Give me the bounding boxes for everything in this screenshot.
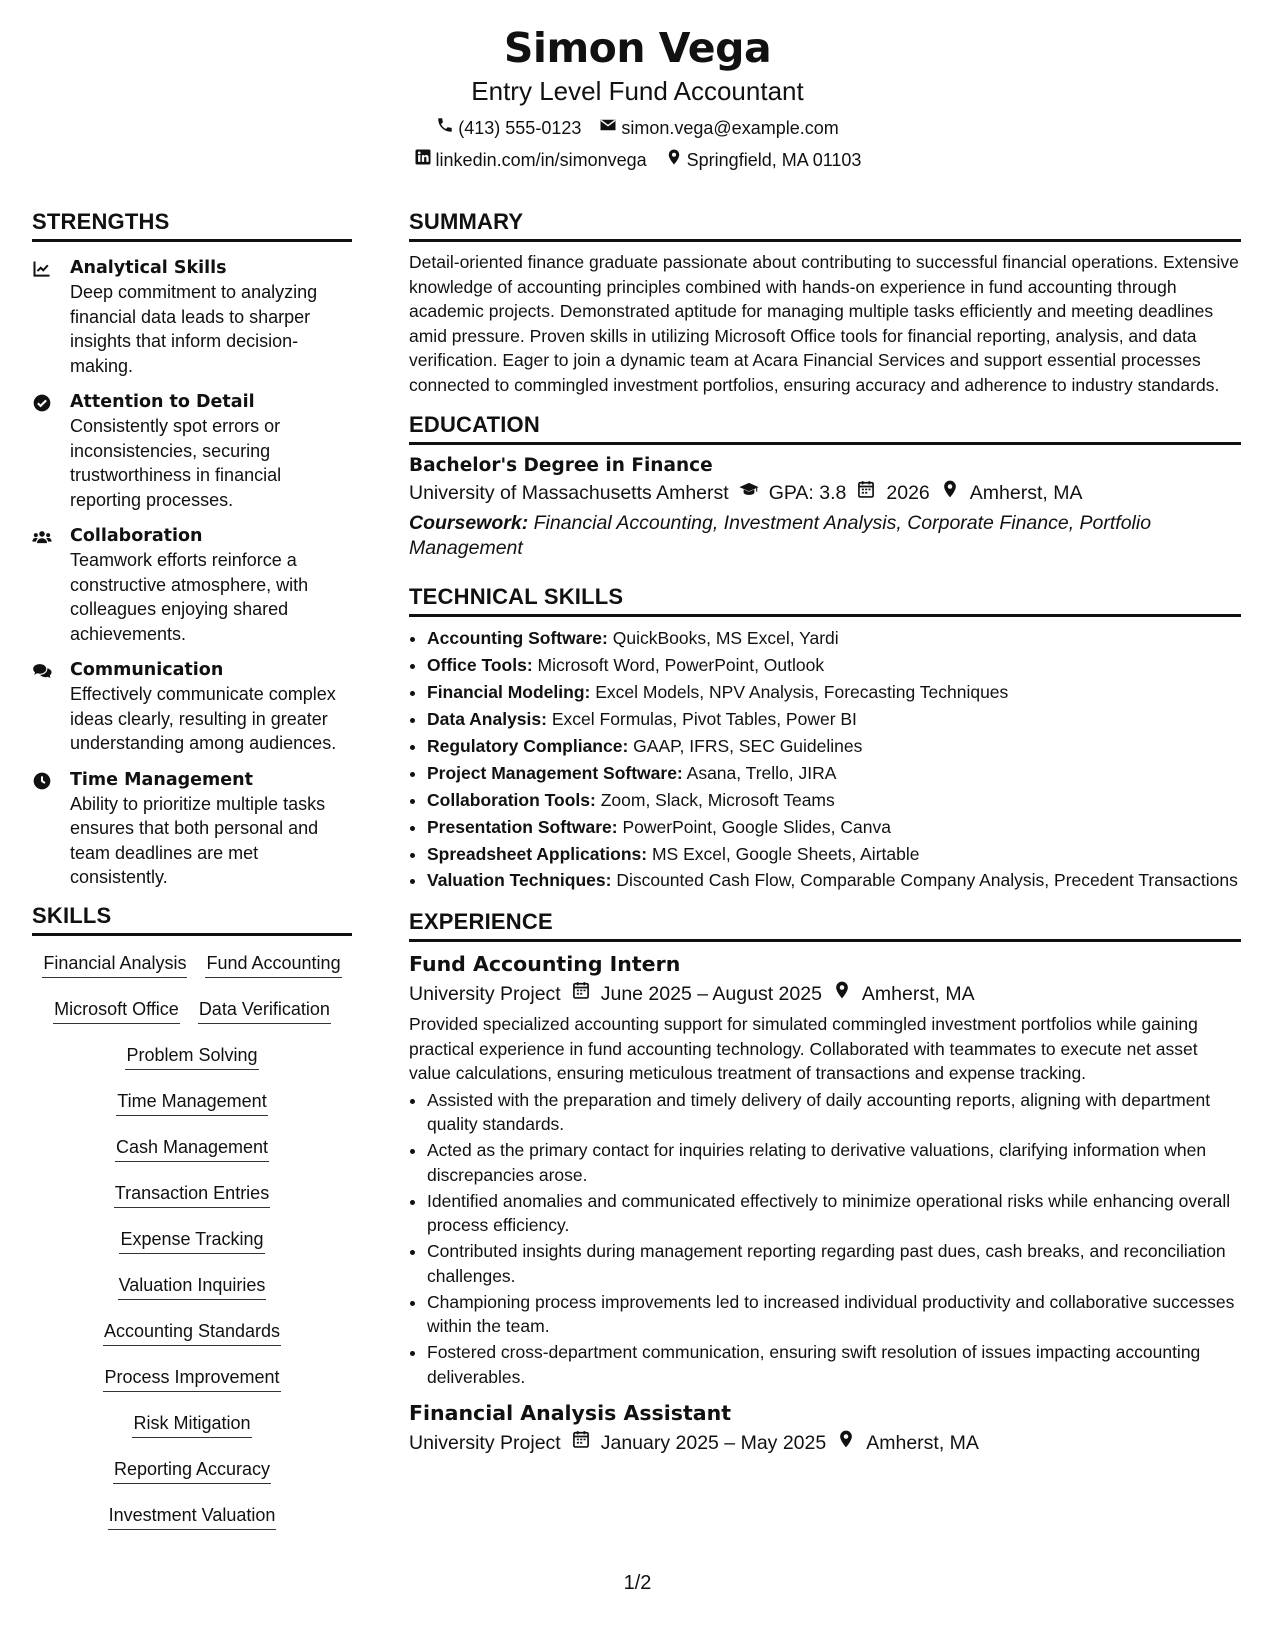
list-item: • Office Tools: Microsoft Word, PowerPoint, Outlook — [427, 652, 1241, 679]
job-title: Fund Accounting Intern — [409, 952, 681, 976]
skill-tag: Process Improvement — [103, 1366, 280, 1392]
strength-desc: Ability to prioritize multiple tasks ensures that both personal and team deadlines are met consistently. — [70, 793, 326, 887]
map-pin-icon — [836, 1429, 856, 1457]
contact-email[interactable] — [599, 116, 838, 140]
skill-tag: Data Verification — [198, 998, 331, 1024]
contact-row-1 — [0, 116, 1275, 140]
resume-header — [0, 22, 1275, 172]
gpa-text: GPA: 3.8 — [768, 482, 847, 504]
skill-tag: Reporting Accuracy — [113, 1458, 271, 1484]
contact-location — [665, 148, 862, 172]
skill-tag: Cash Management — [115, 1136, 269, 1162]
strength-item — [32, 256, 352, 378]
envelope-icon — [599, 116, 617, 140]
job-location: Amherst, MA — [866, 1432, 979, 1454]
skill-tag: Expense Tracking — [119, 1228, 264, 1254]
skill-tag: Valuation Inquiries — [118, 1274, 267, 1300]
job-meta — [409, 1429, 1241, 1457]
map-pin-icon — [940, 479, 960, 507]
comments-icon — [32, 668, 52, 685]
strength-item — [32, 390, 352, 512]
skill-tag: Financial Analysis — [42, 952, 187, 978]
technical-skills-list — [409, 625, 1241, 892]
skill-tag: Transaction Entries — [114, 1182, 270, 1208]
job-bullets — [409, 1088, 1241, 1390]
email-text: simon.vega@example.com — [621, 118, 839, 138]
skill-tag: Accounting Standards — [103, 1320, 281, 1346]
location-text: Springfield, MA 01103 — [686, 150, 862, 170]
coursework — [409, 511, 1241, 561]
skill-tag: Investment Valuation — [108, 1504, 277, 1530]
strength-desc: Teamwork efforts reinforce a constructive atmosphere, with colleagues enjoying shared achievements. — [70, 550, 309, 644]
job-summary: Provided specialized accounting support for simulated commingled investment portfolios while gaining practical experience in fund accounting technology. Collaborated with teammates to execute net asset value calculations, ensuring meticulous treatment of transactions and expense tracking. — [409, 1014, 1198, 1083]
list-item: • Collaboration Tools: Zoom, Slack, Microsoft Teams — [427, 787, 1241, 814]
technical-skills-heading: TECHNICAL SKILLS — [409, 583, 1241, 617]
list-item: • Fostered cross-department communication, ensuring swift resolution of issues impacting accounting deliverables. — [427, 1340, 1241, 1389]
left-column — [32, 208, 352, 1530]
graduation-year: 2026 — [886, 482, 930, 504]
job-title: Financial Analysis Assistant — [409, 1401, 732, 1425]
strength-title: Communication — [70, 660, 224, 680]
job-meta — [409, 980, 1241, 1008]
contact-phone — [436, 116, 581, 140]
strengths-list — [32, 250, 352, 890]
summary-heading: SUMMARY — [409, 208, 1241, 242]
strength-desc: Deep commitment to analyzing financial data leads to sharper insights that inform decision-making. — [70, 282, 318, 376]
education-meta — [409, 479, 1241, 507]
list-item: • Presentation Software: PowerPoint, Google Slides, Canva — [427, 814, 1241, 841]
list-item: • Identified anomalies and communicated effectively to minimize operational risks while enhancing overall process efficiency. — [427, 1189, 1241, 1238]
list-item: • Acted as the primary contact for inquiries relating to derivative valuations, clarifying information when discrepancies arose. — [427, 1138, 1241, 1187]
map-pin-icon — [832, 980, 852, 1008]
candidate-title: Entry Level Fund Accountant — [471, 76, 804, 106]
candidate-name: Simon Vega — [503, 24, 772, 72]
strength-item — [32, 768, 352, 890]
list-item: • Data Analysis: Excel Formulas, Pivot Tables, Power BI — [427, 706, 1241, 733]
list-item: • Spreadsheet Applications: MS Excel, Google Sheets, Airtable — [427, 841, 1241, 868]
strength-title: Time Management — [70, 769, 253, 790]
skill-tag: Microsoft Office — [53, 998, 180, 1024]
check-circle-icon — [32, 400, 52, 417]
right-column — [409, 208, 1241, 1457]
strength-item — [32, 524, 352, 646]
phone-text: (413) 555-0123 — [458, 118, 582, 138]
degree-title: Bachelor's Degree in Finance — [409, 455, 713, 476]
clock-icon — [32, 778, 52, 795]
list-item: • Project Management Software: Asana, Trello, JIRA — [427, 760, 1241, 787]
list-item: • Accounting Software: QuickBooks, MS Excel, Yardi — [427, 625, 1241, 652]
job-location: Amherst, MA — [861, 983, 975, 1005]
strength-title: Collaboration — [70, 526, 203, 546]
skill-tag: Problem Solving — [125, 1044, 258, 1070]
list-item: • Financial Modeling: Excel Models, NPV Analysis, Forecasting Techniques — [427, 679, 1241, 706]
strength-desc: Consistently spot errors or inconsistencies, securing trustworthiness in financial reporting processes. — [70, 416, 282, 510]
education-heading: EDUCATION — [409, 411, 1241, 445]
phone-icon — [436, 116, 454, 140]
linkedin-icon — [414, 148, 432, 172]
school-location: Amherst, MA — [969, 482, 1083, 504]
list-item: • Regulatory Compliance: GAAP, IFRS, SEC Guidelines — [427, 733, 1241, 760]
calendar-icon — [571, 980, 591, 1008]
chart-line-icon — [32, 266, 52, 283]
experience-heading: EXPERIENCE — [409, 908, 1241, 942]
summary-text: Detail-oriented finance graduate passionate about contributing to successful financial operations. Extensive knowledge of accounting principles combined with hands-on experience in fund accounting through academic projects. Demonstrated aptitude for managing multiple tasks efficiently and meeting deadlines amid pressure. Proven skills in utilizing Microsoft Office tools for financial reporting, analysis, and data verification. Eager to join a dynamic team at Acara Financial Services and support essential processes connected to commingled investment portfolios, ensuring accuracy and adherence to industry standards. — [409, 252, 1239, 395]
calendar-icon — [856, 479, 876, 507]
linkedin-text: linkedin.com/in/simonvega — [435, 150, 647, 170]
job-dates: June 2025 – August 2025 — [600, 983, 822, 1005]
skills-heading: SKILLS — [32, 902, 352, 936]
list-item: • Assisted with the preparation and timely delivery of daily accounting reports, aligning with department quality standards. — [427, 1088, 1241, 1137]
skill-tag: Fund Accounting — [205, 952, 341, 978]
graduation-cap-icon — [739, 479, 759, 507]
strength-title: Analytical Skills — [70, 258, 227, 278]
calendar-icon — [571, 1429, 591, 1457]
contact-linkedin[interactable] — [414, 148, 647, 172]
map-pin-icon — [665, 148, 683, 172]
school-name: University of Massachusetts Amherst — [409, 482, 729, 504]
list-item: • Valuation Techniques: Discounted Cash Flow, Comparable Company Analysis, Precedent Transactions — [427, 868, 1241, 892]
job-org: University Project — [409, 983, 561, 1005]
page-number: 1/2 — [623, 1572, 652, 1594]
contact-row-2 — [0, 148, 1275, 172]
list-item: • Contributed insights during management reporting regarding past dues, cash breaks, and reconciliation challenges. — [427, 1239, 1241, 1288]
skill-tag: Time Management — [116, 1090, 267, 1116]
strength-title: Attention to Detail — [70, 392, 255, 412]
skills-tags — [32, 944, 352, 1530]
job-org: University Project — [409, 1432, 561, 1454]
strength-item — [32, 658, 352, 756]
job-entry — [409, 950, 1241, 1389]
strengths-heading: STRENGTHS — [32, 208, 352, 242]
skill-tag: Risk Mitigation — [132, 1412, 251, 1438]
users-icon — [32, 534, 52, 551]
coursework-list: Financial Accounting, Investment Analysis, Corporate Finance, Portfolio Management — [409, 512, 1152, 559]
strength-desc: Effectively communicate complex ideas clearly, resulting in greater understanding among audiences. — [70, 684, 337, 753]
job-dates: January 2025 – May 2025 — [600, 1432, 827, 1454]
list-item: • Championing process improvements led to increased individual productivity and collaborative successes within the team. — [427, 1290, 1241, 1339]
coursework-label: Coursework: — [409, 512, 529, 534]
job-entry — [409, 1399, 1241, 1457]
